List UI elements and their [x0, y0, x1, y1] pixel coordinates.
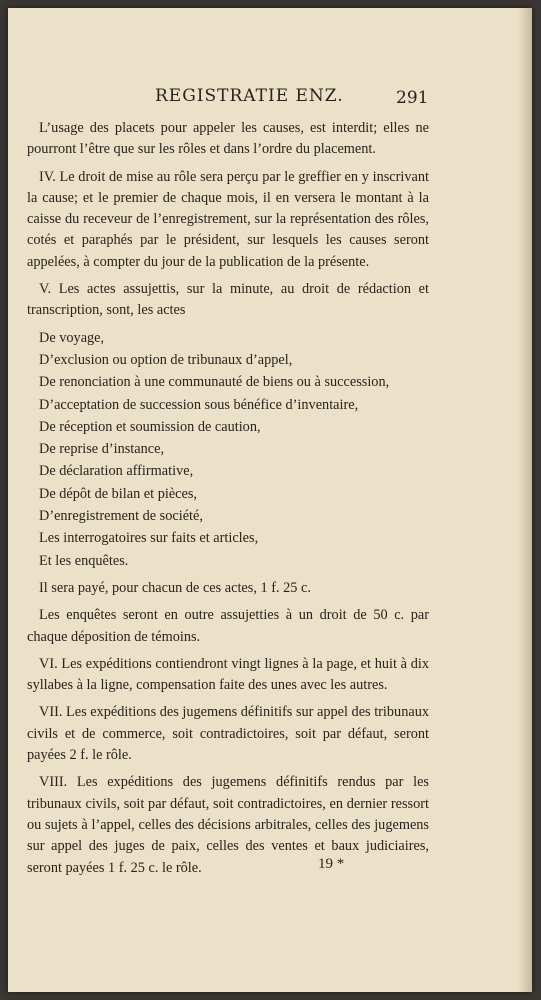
list-item: D’enregistrement de société,	[39, 508, 203, 525]
book-page	[8, 8, 532, 992]
signature-mark: 19 *	[318, 856, 345, 872]
list-item: De renonciation à une communauté de biens ou à succession,	[39, 374, 390, 391]
list-item: Les interrogatoires sur faits et articles,	[39, 530, 259, 547]
article-viii: VIII. Les expéditions des jugemens définitifs rendus par les tribunaux civils, soit par défaut, soit contradictoires, en dernier ressort ou sujets à l’appel, celles des décisions arbitrales, celles des jugemens sur appel des juges de paix, celles des ventes et baux judiciaires, seront payées 1 f. 25 c. le rôle.	[27, 774, 429, 876]
article-vii: VII. Les expéditions des jugemens définitifs sur appel des tribunaux civils et de commerce, soit contradictoires, soit par défaut, seront payées 2 f. le rôle.	[27, 704, 429, 764]
article-v: V. Les actes assujettis, sur la minute, au droit de rédaction et transcription, sont, les actes	[27, 281, 429, 319]
page-gutter-shadow	[518, 8, 532, 992]
page-body	[27, 118, 429, 885]
list-item: Et les enquêtes.	[39, 552, 129, 569]
list-item: De reprise d’instance,	[39, 441, 165, 458]
page-number: 291	[396, 88, 429, 108]
list-item: De réception et soumission de caution,	[39, 418, 261, 435]
list-item: D’exclusion ou option de tribunaux d’appel,	[39, 351, 293, 368]
page-header	[8, 86, 532, 114]
paragraph-placets: L’usage des placets pour appeler les causes, est interdit; elles ne pourront l’être que sur les rôles et dans l’ordre du placement.	[27, 120, 429, 158]
running-title: REGISTRATIE ENZ.	[155, 86, 344, 106]
list-item: D’acceptation de succession sous bénéfice d’inventaire,	[39, 396, 359, 413]
list-item: De dépôt de bilan et pièces,	[39, 485, 197, 502]
list-item: De voyage,	[39, 329, 105, 346]
enquetes-paragraph: Les enquêtes seront en outre assujetties à un droit de 50 c. par chaque déposition de témoins.	[27, 607, 429, 645]
article-vi: VI. Les expéditions contiendront vingt lignes à la page, et huit à dix syllabes à la ligne, compensation faite des unes avec les autres.	[27, 655, 429, 694]
fee-line: Il sera payé, pour chacun de ces actes, 1 f. 25 c.	[39, 579, 311, 596]
article-iv: IV. Le droit de mise au rôle sera perçu par le greffier en y inscrivant la cause; et le premier de chaque mois, il en versera le montant à la caisse du receveur de l’enregistrement, sur la représentation des rôles, cotés et paraphés par le président, sur lesquels les causes seront appelées, à compter du jour de la publication de la présente.	[27, 168, 429, 270]
acts-list	[27, 328, 429, 572]
list-item: De déclaration affirmative,	[39, 463, 194, 480]
